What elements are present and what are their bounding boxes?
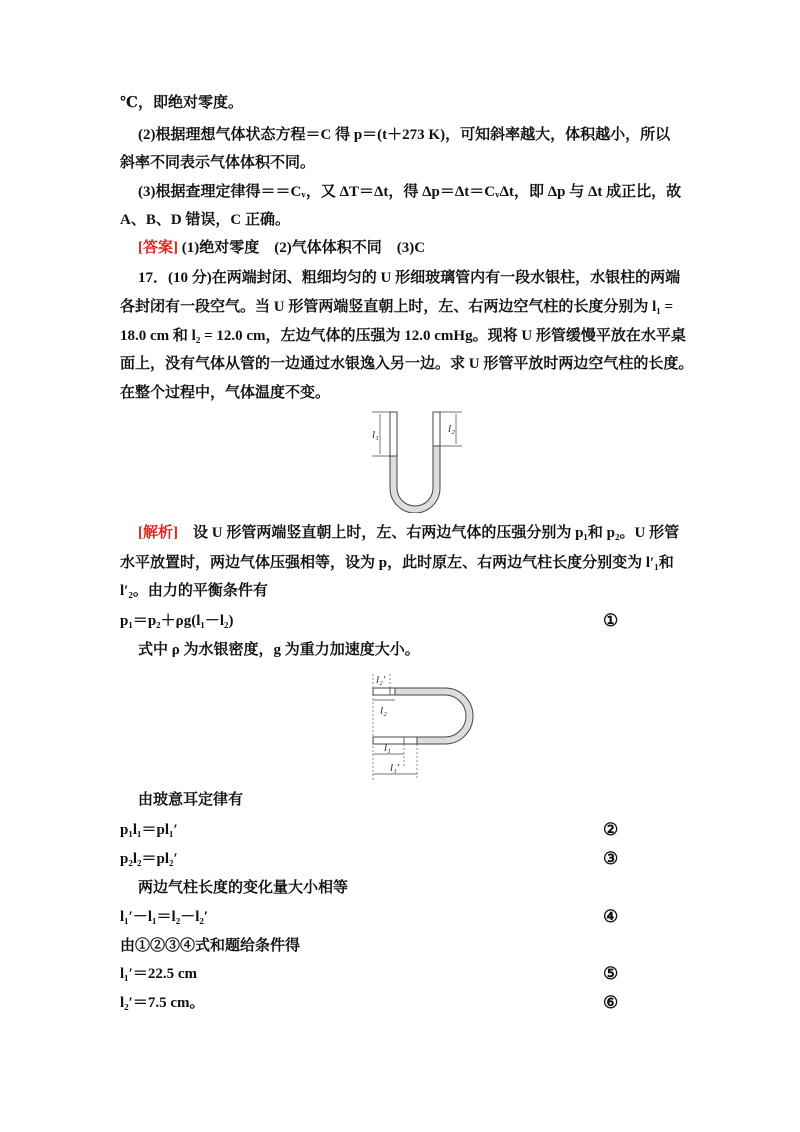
problem-line: 17．(10 分)在两端封闭、粗细均匀的 U 形细玻璃管内有一段水银柱，水银柱的两端 <box>138 270 681 286</box>
analysis-tag: [解析] <box>138 525 178 541</box>
text-line: A、B、D 错误，C 正确。 <box>120 212 291 228</box>
problem-line: 各封闭有一段空气。当 U 形管两端竖直朝上时，左、右两边空气柱的长度分别为 l₁ = <box>120 299 674 315</box>
equation-number: ③ <box>603 849 619 868</box>
label-l2: l₂ <box>448 423 455 435</box>
equation-number: ④ <box>603 907 619 926</box>
equation-1: p₁＝p₂＋ρg(l₁－l₂) <box>120 613 234 629</box>
equation-number: ⑥ <box>603 993 619 1012</box>
answer-text: (1)绝对零度 (2)气体体积不同 (3)C <box>178 240 426 256</box>
problem-line: 面上，没有气体从管的一边通过水银逸入另一边。求 U 形管平放时两边空气柱的长度。 <box>120 356 694 372</box>
label-l1-prime: l₁′ <box>390 762 400 774</box>
text-line: 斜率不同表示气体体积不同。 <box>120 155 316 171</box>
label-l2: l₂ <box>380 705 387 717</box>
answer-line <box>138 238 425 258</box>
u-tube-vertical-figure <box>360 408 470 513</box>
equation-6: l₂′＝7.5 cm。 <box>120 995 205 1011</box>
equation-number: ② <box>603 820 619 839</box>
analysis-line: 由玻意耳定律有 <box>138 792 244 808</box>
equation-4: l₁′－l₁＝l₂－l₂′ <box>120 909 209 925</box>
answer-tag: [答案] <box>138 240 178 256</box>
text-line: (2)根据理想气体状态方程＝C 得 p＝(t＋273 K)，可知斜率越大，体积越小，所以 <box>138 127 671 143</box>
analysis-line: 两边气柱长度的变化量大小相等 <box>138 880 349 896</box>
analysis-line <box>138 523 679 543</box>
text-line: ℃，即绝对零度。 <box>120 95 243 111</box>
problem-line: 在整个过程中，气体温度不变。 <box>120 385 331 401</box>
analysis-text: 设 U 形管两端竖直朝上时，左、右两边气体的压强分别为 p₁和 p₂。U 形管 <box>178 525 680 541</box>
problem-line: 18.0 cm 和 l₂ = 12.0 cm，左边气体的压强为 12.0 cmHg。现将 U 形管缓慢平放在水平桌 <box>120 328 686 344</box>
equation-number: ① <box>603 611 619 630</box>
label-l2-prime: l₂′ <box>376 674 386 686</box>
equation-5: l₁′＝22.5 cm <box>120 966 198 982</box>
analysis-line: l′₂。由力的平衡条件有 <box>120 583 268 599</box>
label-l1: l₁ <box>372 429 379 441</box>
analysis-line: 式中 ρ 为水银密度，g 为重力加速度大小。 <box>138 642 420 658</box>
text-line: (3)根据查理定律得＝＝Cᵥ，又 ΔT＝Δt，得 Δp＝Δt＝CᵥΔt，即 Δp 与 Δt 成正比，故 <box>138 184 682 200</box>
u-tube-horizontal-figure <box>365 672 480 782</box>
analysis-line: 水平放置时，两边气体压强相等，设为 p，此时原左、右两边气柱长度分别变为 l′₁和 <box>120 555 674 571</box>
equation-3: p₂l₂＝pl₂′ <box>120 851 178 867</box>
analysis-line: 由①②③④式和题给条件得 <box>120 938 301 954</box>
equation-number: ⑤ <box>603 964 619 983</box>
equation-2: p₁l₁＝pl₁′ <box>120 822 178 838</box>
label-l1: l₁ <box>384 742 391 754</box>
